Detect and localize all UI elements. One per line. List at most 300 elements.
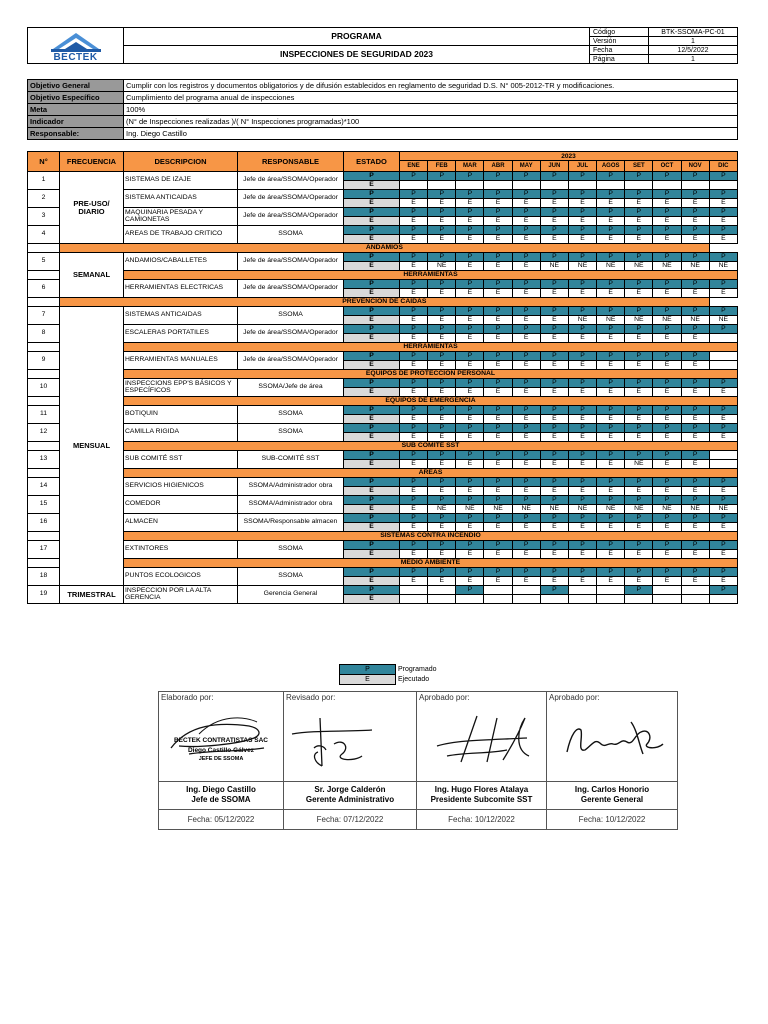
month-plan-cell: P: [653, 172, 681, 181]
month-exec-cell: E: [681, 433, 709, 442]
responsible-cell: SSOMA: [238, 226, 344, 244]
month-exec-cell: E: [653, 460, 681, 469]
month-exec-cell: E: [400, 487, 428, 496]
table-row: [28, 226, 738, 235]
month-plan-cell: P: [512, 568, 540, 577]
month-plan-cell: P: [400, 190, 428, 199]
month-plan-cell: P: [512, 424, 540, 433]
month-exec-cell: E: [681, 460, 709, 469]
month-plan-cell: P: [512, 307, 540, 316]
month-plan-cell: P: [709, 424, 737, 433]
section-row: [28, 298, 738, 307]
month-plan-cell: P: [512, 451, 540, 460]
month-exec-cell: E: [484, 217, 512, 226]
month-exec-cell: NE: [625, 316, 653, 325]
month-plan-cell: P: [625, 325, 653, 334]
month-exec-cell: E: [568, 523, 596, 532]
legend: [339, 664, 438, 685]
month-exec-cell: E: [653, 523, 681, 532]
month-exec-cell: [653, 181, 681, 190]
month-plan-cell: P: [653, 280, 681, 289]
month-exec-cell: E: [568, 433, 596, 442]
month-exec-cell: E: [653, 289, 681, 298]
col-header-n: N°: [28, 152, 60, 172]
month-exec-cell: E: [400, 262, 428, 271]
section-row: [28, 271, 738, 280]
month-exec-cell: [681, 181, 709, 190]
month-plan-cell: P: [456, 406, 484, 415]
table-row: [28, 568, 738, 577]
month-plan-cell: P: [709, 514, 737, 523]
blank-cell: [28, 532, 60, 541]
status-ejecutado: E: [344, 595, 400, 604]
month-exec-cell: E: [456, 415, 484, 424]
month-exec-cell: E: [400, 199, 428, 208]
month-plan-cell: P: [540, 253, 568, 262]
month-exec-cell: NE: [681, 505, 709, 514]
month-exec-cell: E: [625, 199, 653, 208]
month-plan-cell: P: [484, 307, 512, 316]
month-plan-cell: P: [428, 451, 456, 460]
company-logo: [28, 28, 124, 64]
signer-role: Gerente General: [580, 795, 644, 804]
month-plan-cell: P: [428, 325, 456, 334]
month-exec-cell: NE: [681, 262, 709, 271]
month-exec-cell: E: [400, 235, 428, 244]
meta-value: 1: [649, 55, 738, 64]
table-row: [28, 307, 738, 316]
month-exec-cell: E: [484, 523, 512, 532]
month-plan-cell: P: [512, 541, 540, 550]
month-plan-cell: P: [625, 586, 653, 595]
month-plan-cell: P: [653, 514, 681, 523]
month-plan-cell: P: [681, 379, 709, 388]
month-exec-cell: E: [400, 316, 428, 325]
month-plan-cell: P: [456, 325, 484, 334]
info-label: Meta: [28, 104, 124, 116]
month-plan-cell: P: [400, 568, 428, 577]
month-exec-cell: E: [568, 577, 596, 586]
row-number: 1: [28, 172, 60, 190]
month-exec-cell: [597, 595, 625, 604]
month-plan-cell: [709, 451, 737, 460]
month-exec-cell: E: [540, 433, 568, 442]
month-plan-cell: P: [484, 406, 512, 415]
month-exec-cell: [400, 595, 428, 604]
month-exec-cell: E: [484, 334, 512, 343]
month-plan-cell: P: [400, 325, 428, 334]
month-plan-cell: P: [484, 226, 512, 235]
section-row: [28, 343, 738, 352]
month-plan-cell: P: [512, 496, 540, 505]
month-exec-cell: NE: [540, 262, 568, 271]
month-exec-cell: NE: [512, 505, 540, 514]
month-exec-cell: [625, 181, 653, 190]
month-plan-cell: P: [709, 379, 737, 388]
table-row: [28, 541, 738, 550]
month-exec-cell: E: [709, 577, 737, 586]
month-exec-cell: NE: [428, 262, 456, 271]
status-programado: P: [344, 514, 400, 523]
status-programado: P: [344, 280, 400, 289]
month-header: MAR: [456, 161, 484, 172]
signer-name: Ing. Diego Castillo: [186, 785, 256, 794]
month-plan-cell: P: [540, 190, 568, 199]
month-exec-cell: E: [597, 487, 625, 496]
signer-role: Presidente Subcomite SST: [430, 795, 533, 804]
month-exec-cell: E: [540, 460, 568, 469]
month-exec-cell: E: [428, 334, 456, 343]
status-programado: P: [344, 496, 400, 505]
month-exec-cell: E: [568, 487, 596, 496]
month-exec-cell: E: [400, 433, 428, 442]
month-exec-cell: E: [428, 361, 456, 370]
month-exec-cell: E: [540, 217, 568, 226]
section-row: [28, 397, 738, 406]
month-exec-cell: E: [653, 433, 681, 442]
month-plan-cell: P: [456, 478, 484, 487]
month-exec-cell: E: [456, 550, 484, 559]
month-exec-cell: E: [681, 217, 709, 226]
month-plan-cell: P: [625, 568, 653, 577]
description-cell: INSPECCION POR LA ALTA GERENCIA: [124, 586, 238, 604]
signature-box-3: [417, 692, 547, 782]
description-cell: ANDAMIOS/CABALLETES: [124, 253, 238, 271]
month-plan-cell: P: [512, 280, 540, 289]
status-ejecutado: E: [344, 433, 400, 442]
month-plan-cell: P: [428, 208, 456, 217]
responsible-cell: Jefe de área/SSOMA/Operador: [238, 172, 344, 190]
month-exec-cell: E: [681, 361, 709, 370]
month-exec-cell: [568, 595, 596, 604]
month-plan-cell: P: [568, 568, 596, 577]
description-cell: PUNTOS ECOLOGICOS: [124, 568, 238, 586]
month-exec-cell: NE: [568, 505, 596, 514]
month-exec-cell: [653, 595, 681, 604]
status-ejecutado: E: [344, 505, 400, 514]
month-exec-cell: NE: [456, 505, 484, 514]
month-exec-cell: E: [597, 334, 625, 343]
month-exec-cell: E: [400, 217, 428, 226]
month-plan-cell: P: [512, 190, 540, 199]
row-number: 10: [28, 379, 60, 397]
month-plan-cell: P: [456, 379, 484, 388]
blank-cell: [28, 244, 60, 253]
table-row: [28, 352, 738, 361]
month-exec-cell: E: [512, 361, 540, 370]
legend-label: Programado: [398, 666, 437, 673]
month-exec-cell: E: [456, 577, 484, 586]
responsible-cell: Gerencia General: [238, 586, 344, 604]
month-exec-cell: [625, 595, 653, 604]
status-programado: P: [344, 208, 400, 217]
month-plan-cell: P: [625, 541, 653, 550]
month-exec-cell: E: [540, 235, 568, 244]
month-plan-cell: P: [540, 541, 568, 550]
month-plan-cell: P: [484, 190, 512, 199]
responsible-cell: Jefe de área/SSOMA/Operador: [238, 352, 344, 370]
month-exec-cell: NE: [568, 316, 596, 325]
month-exec-cell: E: [456, 433, 484, 442]
month-exec-cell: [597, 181, 625, 190]
month-exec-cell: E: [653, 199, 681, 208]
inspection-schedule-table: [27, 151, 738, 604]
month-plan-cell: P: [681, 514, 709, 523]
month-exec-cell: E: [597, 577, 625, 586]
month-plan-cell: P: [484, 253, 512, 262]
month-exec-cell: E: [709, 433, 737, 442]
month-plan-cell: P: [568, 307, 596, 316]
month-exec-cell: E: [597, 361, 625, 370]
status-programado: P: [344, 307, 400, 316]
month-plan-cell: P: [568, 379, 596, 388]
status-ejecutado: E: [344, 181, 400, 190]
month-header: DIC: [709, 161, 737, 172]
month-plan-cell: P: [568, 496, 596, 505]
status-ejecutado: E: [344, 388, 400, 397]
month-exec-cell: E: [400, 460, 428, 469]
status-programado: P: [344, 379, 400, 388]
blank-cell: [28, 271, 60, 280]
status-ejecutado: E: [344, 262, 400, 271]
month-plan-cell: [484, 586, 512, 595]
status-programado: P: [344, 586, 400, 595]
month-plan-cell: P: [428, 568, 456, 577]
month-plan-cell: P: [456, 586, 484, 595]
month-plan-cell: P: [540, 586, 568, 595]
month-exec-cell: E: [681, 523, 709, 532]
month-plan-cell: P: [568, 226, 596, 235]
signature-box-1: [159, 692, 284, 782]
responsible-cell: Jefe de área/SSOMA/Operador: [238, 190, 344, 208]
month-plan-cell: P: [484, 478, 512, 487]
blank-cell: [28, 469, 60, 478]
section-header: SISTEMAS CONTRA INCENDIO: [124, 532, 738, 541]
month-exec-cell: E: [653, 577, 681, 586]
month-plan-cell: P: [625, 379, 653, 388]
month-header: ABR: [484, 161, 512, 172]
description-cell: COMEDOR: [124, 496, 238, 514]
month-header: ENE: [400, 161, 428, 172]
month-plan-cell: P: [484, 451, 512, 460]
month-plan-cell: P: [512, 406, 540, 415]
page-title: PROGRAMA: [124, 28, 590, 46]
month-exec-cell: E: [456, 235, 484, 244]
blank-cell: [28, 298, 60, 307]
month-plan-cell: P: [709, 307, 737, 316]
month-plan-cell: P: [540, 307, 568, 316]
stamp-company: BECTEK CONTRATISTAS SAC: [173, 737, 269, 744]
month-exec-cell: E: [709, 415, 737, 424]
month-plan-cell: P: [709, 586, 737, 595]
month-exec-cell: [400, 181, 428, 190]
month-plan-cell: P: [540, 514, 568, 523]
month-exec-cell: E: [512, 577, 540, 586]
month-plan-cell: P: [484, 568, 512, 577]
month-plan-cell: P: [597, 226, 625, 235]
month-plan-cell: P: [625, 352, 653, 361]
month-plan-cell: P: [597, 379, 625, 388]
month-exec-cell: E: [484, 487, 512, 496]
month-exec-cell: [540, 181, 568, 190]
month-exec-cell: E: [484, 316, 512, 325]
row-number: 17: [28, 541, 60, 559]
month-exec-cell: E: [597, 235, 625, 244]
month-exec-cell: E: [428, 460, 456, 469]
month-plan-cell: P: [484, 541, 512, 550]
month-plan-cell: P: [597, 307, 625, 316]
month-plan-cell: P: [400, 541, 428, 550]
month-plan-cell: P: [512, 208, 540, 217]
month-plan-cell: P: [709, 325, 737, 334]
month-exec-cell: NE: [625, 505, 653, 514]
month-plan-cell: P: [484, 208, 512, 217]
month-exec-cell: E: [568, 289, 596, 298]
month-exec-cell: E: [568, 217, 596, 226]
month-exec-cell: E: [709, 523, 737, 532]
page-subtitle: INSPECCIONES DE SEGURIDAD 2023: [124, 46, 590, 64]
month-exec-cell: E: [428, 217, 456, 226]
month-plan-cell: P: [428, 226, 456, 235]
signer-name: Ing. Carlos Honorio: [574, 785, 650, 794]
month-exec-cell: [484, 181, 512, 190]
row-number: 6: [28, 280, 60, 298]
month-exec-cell: E: [625, 289, 653, 298]
status-ejecutado: E: [344, 460, 400, 469]
row-number: 8: [28, 325, 60, 343]
month-exec-cell: E: [681, 487, 709, 496]
section-header: HERRAMIENTAS: [124, 271, 738, 280]
signer-1: [159, 782, 284, 810]
month-plan-cell: P: [681, 226, 709, 235]
month-exec-cell: E: [568, 235, 596, 244]
info-label: Responsable:: [28, 128, 124, 140]
month-plan-cell: P: [456, 541, 484, 550]
month-exec-cell: E: [597, 460, 625, 469]
month-exec-cell: E: [512, 334, 540, 343]
section-header: EQUIPOS DE EMERGENCIA: [124, 397, 738, 406]
status-ejecutado: E: [344, 415, 400, 424]
month-exec-cell: E: [428, 523, 456, 532]
info-value: Ing. Diego Castillo: [124, 128, 738, 140]
brand-name: BECTEK: [53, 51, 98, 63]
meta-value: 1: [649, 37, 738, 46]
section-header: ANDAMIOS: [60, 244, 710, 253]
table-row: [28, 325, 738, 334]
month-exec-cell: E: [709, 550, 737, 559]
table-row: [28, 406, 738, 415]
month-exec-cell: E: [597, 217, 625, 226]
month-exec-cell: E: [653, 487, 681, 496]
info-value: Cumplimiento del programa anual de inspecciones: [124, 92, 738, 104]
row-number: 18: [28, 568, 60, 586]
month-plan-cell: P: [681, 496, 709, 505]
month-exec-cell: [709, 334, 737, 343]
handwritten-signature-icon: [284, 704, 417, 782]
month-exec-cell: E: [484, 289, 512, 298]
status-programado: P: [344, 172, 400, 181]
month-plan-cell: P: [681, 280, 709, 289]
month-plan-cell: P: [568, 325, 596, 334]
handwritten-signature-icon: [417, 704, 547, 782]
month-plan-cell: P: [428, 307, 456, 316]
month-plan-cell: P: [428, 280, 456, 289]
handwritten-signature-icon: [547, 704, 678, 782]
month-exec-cell: E: [653, 550, 681, 559]
table-row: [28, 379, 738, 388]
month-exec-cell: E: [512, 217, 540, 226]
month-plan-cell: P: [653, 379, 681, 388]
month-plan-cell: P: [597, 352, 625, 361]
month-exec-cell: E: [597, 550, 625, 559]
description-cell: INSPECCIONS EPP'S BÁSICOS Y ESPECÍFICOS: [124, 379, 238, 397]
section-header: EQUIPOS DE PROTECCION PERSONAL: [124, 370, 738, 379]
month-exec-cell: E: [400, 334, 428, 343]
month-exec-cell: E: [709, 199, 737, 208]
row-number: 7: [28, 307, 60, 325]
month-exec-cell: [709, 181, 737, 190]
month-plan-cell: P: [653, 208, 681, 217]
description-cell: ALMACEN: [124, 514, 238, 532]
month-exec-cell: E: [512, 199, 540, 208]
month-plan-cell: P: [512, 478, 540, 487]
month-exec-cell: E: [456, 388, 484, 397]
month-exec-cell: E: [625, 523, 653, 532]
month-exec-cell: E: [400, 577, 428, 586]
month-plan-cell: P: [653, 226, 681, 235]
month-header: SET: [625, 161, 653, 172]
month-plan-cell: P: [625, 190, 653, 199]
signature-caption: Elaborado por:: [161, 693, 214, 702]
month-exec-cell: E: [456, 262, 484, 271]
month-exec-cell: E: [625, 415, 653, 424]
month-plan-cell: P: [625, 280, 653, 289]
month-plan-cell: P: [681, 541, 709, 550]
table-row: [28, 451, 738, 460]
month-exec-cell: E: [428, 199, 456, 208]
month-plan-cell: P: [400, 514, 428, 523]
month-plan-cell: P: [709, 406, 737, 415]
info-label: Objetivo General: [28, 80, 124, 92]
month-plan-cell: P: [428, 406, 456, 415]
month-plan-cell: P: [709, 568, 737, 577]
month-plan-cell: P: [597, 190, 625, 199]
month-exec-cell: E: [568, 388, 596, 397]
month-plan-cell: P: [540, 172, 568, 181]
month-exec-cell: E: [540, 487, 568, 496]
month-plan-cell: P: [428, 514, 456, 523]
month-plan-cell: P: [681, 307, 709, 316]
month-plan-cell: P: [484, 379, 512, 388]
row-number: 9: [28, 352, 60, 370]
signatures-table: [158, 691, 678, 830]
description-cell: SISTEMA ANTICAIDAS: [124, 190, 238, 208]
month-header: AGOS: [597, 161, 625, 172]
month-plan-cell: P: [653, 253, 681, 262]
signature-box-2: [284, 692, 417, 782]
section-header: AREAS: [124, 469, 738, 478]
month-plan-cell: P: [625, 253, 653, 262]
month-plan-cell: P: [456, 190, 484, 199]
month-plan-cell: P: [653, 325, 681, 334]
month-plan-cell: P: [653, 190, 681, 199]
status-programado: P: [344, 226, 400, 235]
month-plan-cell: P: [681, 172, 709, 181]
month-plan-cell: P: [400, 253, 428, 262]
month-plan-cell: P: [540, 478, 568, 487]
month-exec-cell: E: [400, 415, 428, 424]
status-ejecutado: E: [344, 577, 400, 586]
